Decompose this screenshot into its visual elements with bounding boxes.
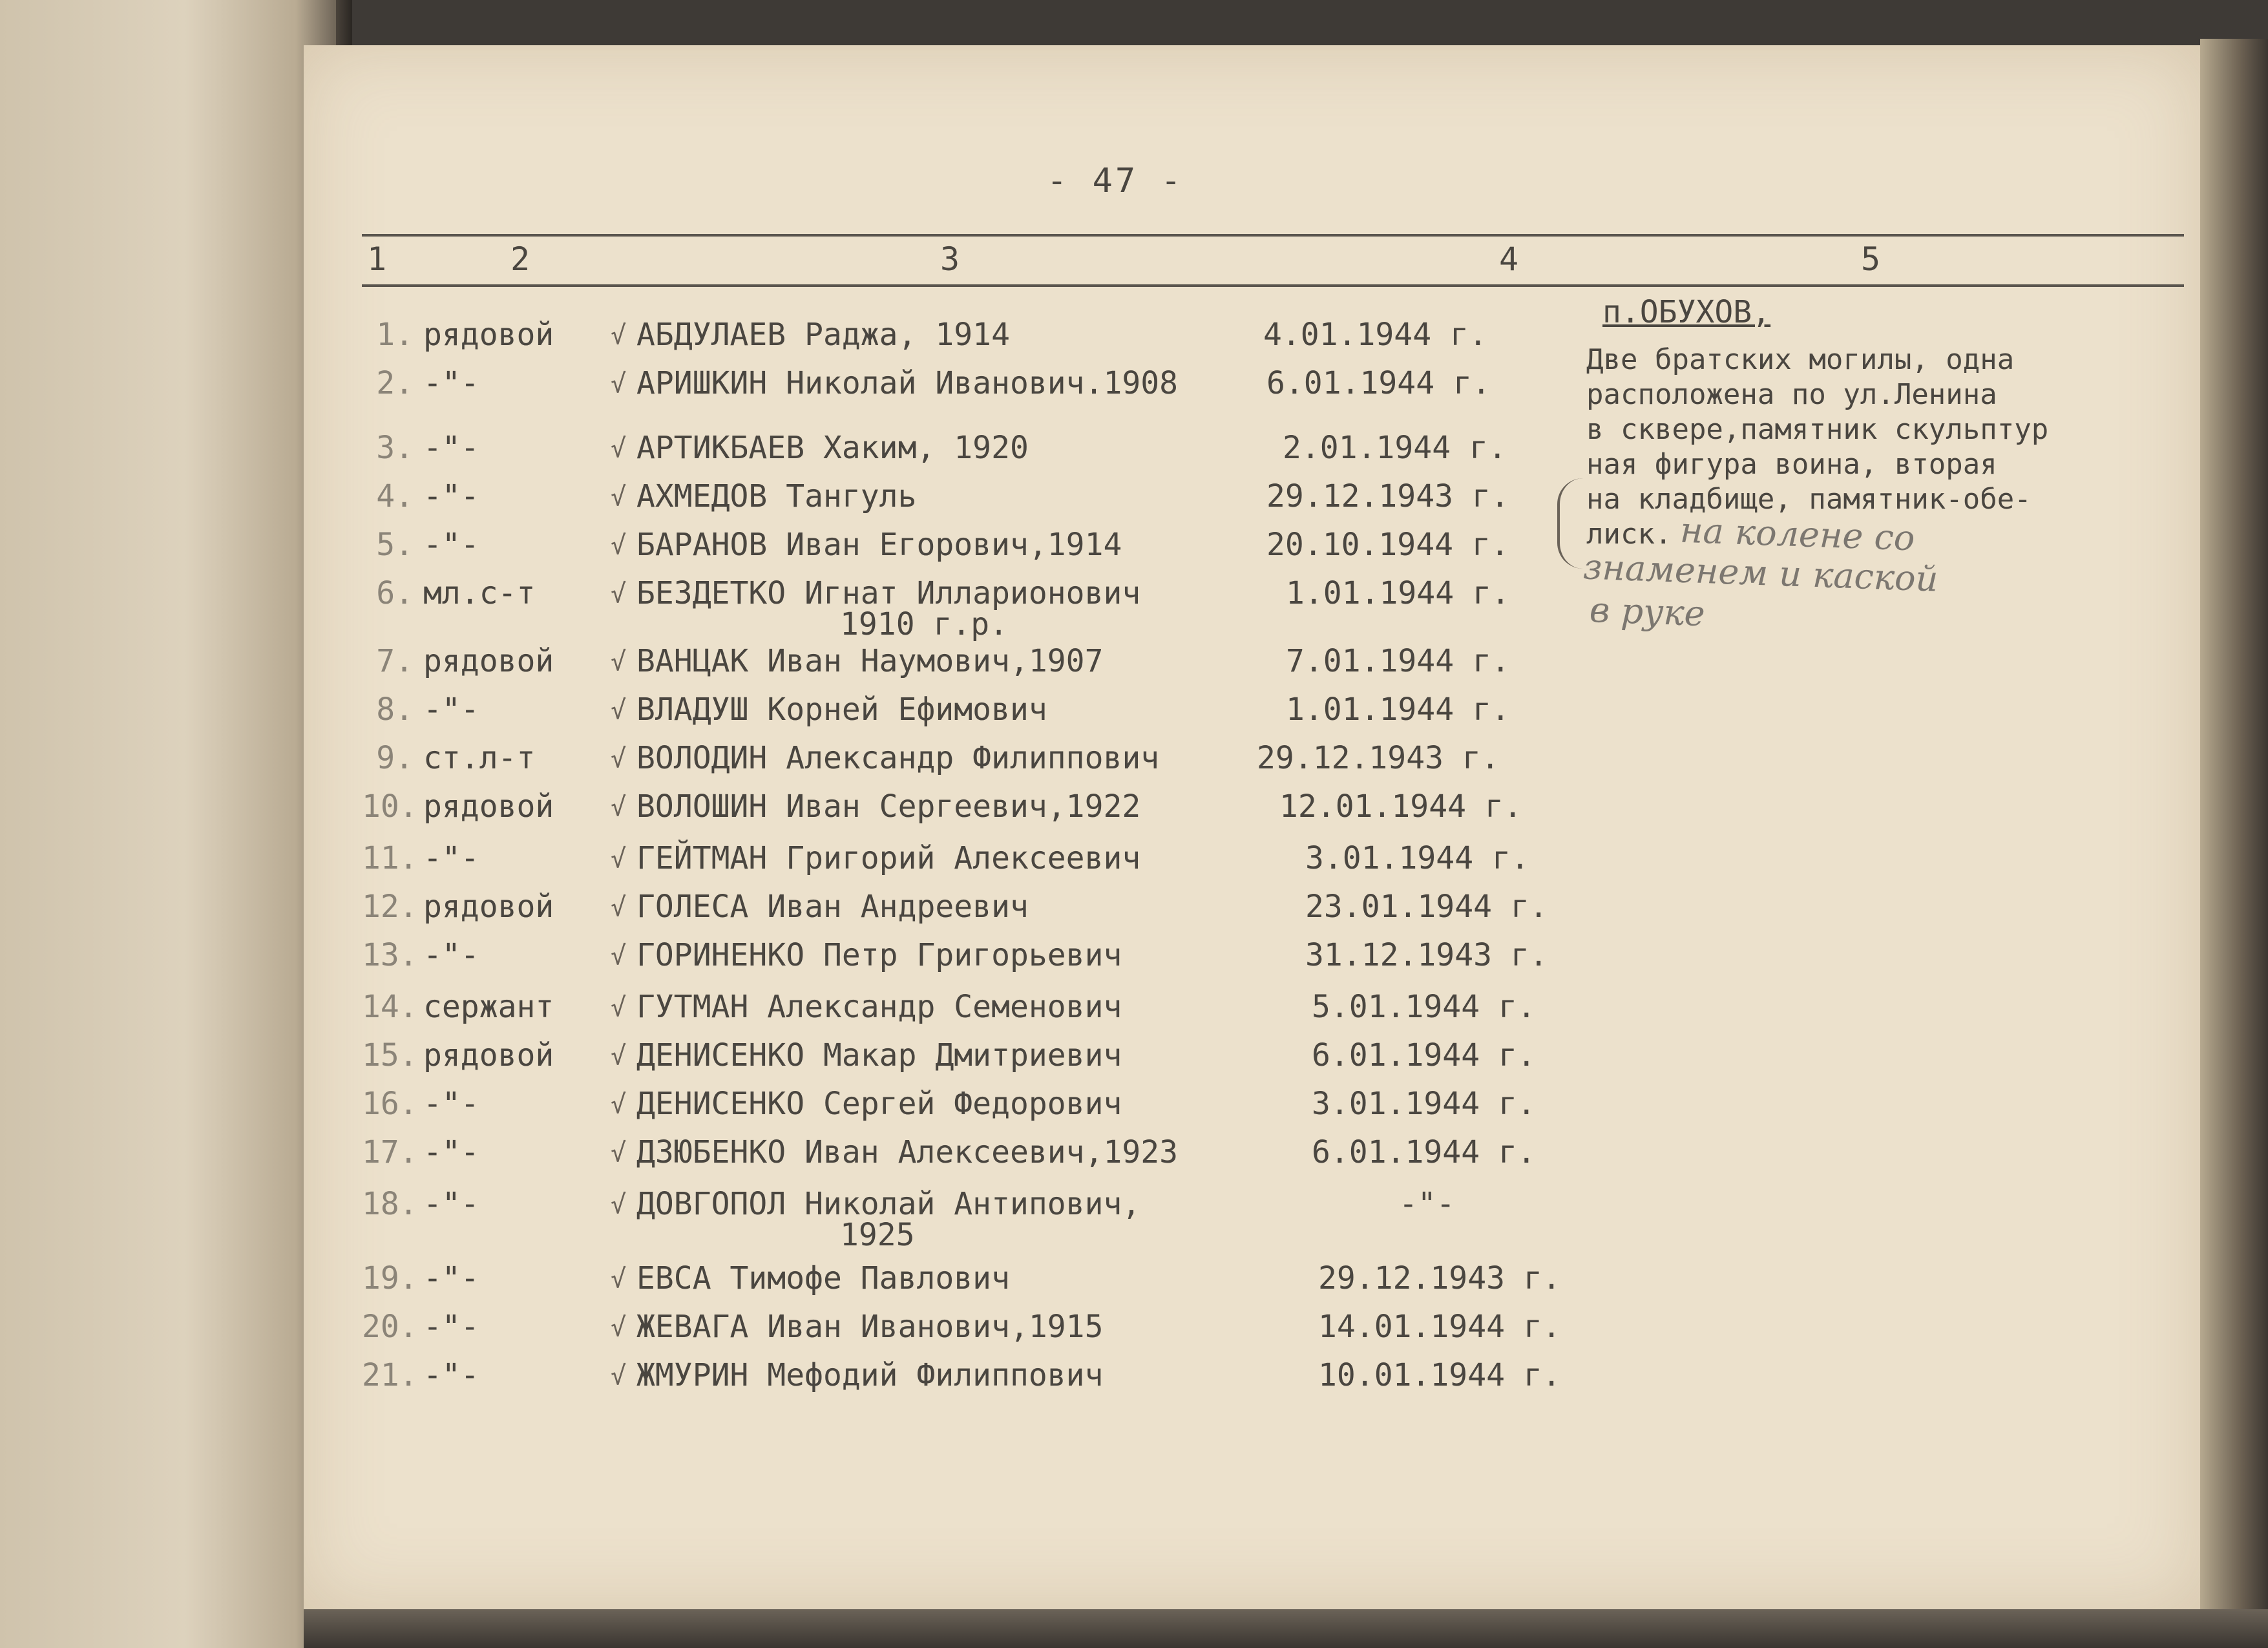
check-mark-icon: √ <box>611 1361 627 1391</box>
rank-cell: -"- <box>423 692 479 728</box>
name-cell: ГУТМАН Александр Семенович <box>636 989 1122 1025</box>
check-mark-icon: √ <box>611 744 627 774</box>
name-cell: ВОЛОШИН Иван Сергеевич,1922 <box>636 788 1141 825</box>
row-number: 3. <box>376 430 414 466</box>
date-cell: 7.01.1944 г. <box>1286 643 1510 679</box>
row-number: 16. <box>362 1086 418 1122</box>
row-number: 14. <box>362 989 418 1025</box>
rank-cell: ст.л-т <box>423 740 536 776</box>
name-cell: ДЗЮБЕНКО Иван Алексеевич,1923 <box>636 1134 1179 1170</box>
row-number: 13. <box>362 937 418 973</box>
rank-cell: -"- <box>423 1309 479 1345</box>
name-cell: АБДУЛАЕВ Раджа, 1914 <box>636 317 1010 353</box>
check-mark-icon: √ <box>611 792 627 822</box>
rank-cell: рядовой <box>423 643 554 679</box>
date-cell: 4.01.1944 г. <box>1263 317 1487 353</box>
row-number: 6. <box>376 575 414 611</box>
rank-cell: -"- <box>423 1134 479 1170</box>
row-number: 17. <box>362 1134 418 1170</box>
check-mark-icon: √ <box>611 993 627 1022</box>
date-cell: 3.01.1944 г. <box>1312 1086 1536 1122</box>
row-number: 21. <box>362 1357 418 1393</box>
date-cell: 2.01.1944 г. <box>1283 430 1507 466</box>
row-number: 4. <box>376 478 414 514</box>
remarks-line: Две братских могилы, одна <box>1586 343 2015 376</box>
rank-cell: -"- <box>423 430 479 466</box>
rank-cell: -"- <box>423 937 479 973</box>
handwritten-note-line: на колене со <box>1679 509 1916 559</box>
rank-cell: рядовой <box>423 889 554 925</box>
book-bottom-edge <box>304 1609 2268 1648</box>
date-cell: 5.01.1944 г. <box>1312 989 1536 1025</box>
date-cell: 29.12.1943 г. <box>1257 740 1500 776</box>
date-cell: 1.01.1944 г. <box>1286 692 1510 728</box>
date-cell: 6.01.1944 г. <box>1312 1037 1536 1073</box>
check-mark-icon: √ <box>611 1090 627 1119</box>
check-mark-icon: √ <box>611 579 627 609</box>
document-page <box>304 45 2200 1609</box>
rank-cell: -"- <box>423 527 479 563</box>
name-cell: ВОЛОДИН Александр Филиппович <box>636 740 1160 776</box>
handwritten-note-line: в руке <box>1588 589 1706 635</box>
remarks-line: ная фигура воина, вторая <box>1586 448 1997 481</box>
date-cell: 14.01.1944 г. <box>1318 1309 1561 1345</box>
name-cell: ДЕНИСЕНКО Макар Дмитриевич <box>636 1037 1122 1073</box>
rank-cell: сержант <box>423 989 554 1025</box>
name-cell: ДЕНИСЕНКО Сергей Федорович <box>636 1086 1122 1122</box>
name-cell: ЖМУРИН Мефодий Филиппович <box>636 1357 1104 1393</box>
check-mark-icon: √ <box>611 1190 627 1220</box>
check-mark-icon: √ <box>611 1313 627 1342</box>
date-cell: 20.10.1944 г. <box>1266 527 1509 563</box>
rank-cell: -"- <box>423 840 479 876</box>
name-cell: БЕЗДЕТКО Игнат Илларионович <box>636 575 1141 611</box>
right-page-edge <box>2200 39 2268 1616</box>
header-rule-top <box>362 234 2184 237</box>
rank-cell: рядовой <box>423 317 554 353</box>
row-number: 8. <box>376 692 414 728</box>
rank-cell: -"- <box>423 365 479 401</box>
date-cell: 6.01.1944 г. <box>1266 365 1491 401</box>
row-number: 15. <box>362 1037 418 1073</box>
check-mark-icon: √ <box>611 1264 627 1294</box>
rank-cell: -"- <box>423 1260 479 1296</box>
name-cell: ГЕЙТМАН Григорий Алексеевич <box>636 840 1141 876</box>
rank-cell: рядовой <box>423 788 554 825</box>
check-mark-icon: √ <box>611 695 627 725</box>
rank-cell: -"- <box>423 1086 479 1122</box>
name-cell: БАРАНОВ Иван Егорович,1914 <box>636 527 1122 563</box>
row-number: 5. <box>376 527 414 563</box>
date-cell: 6.01.1944 г. <box>1312 1134 1536 1170</box>
date-cell: 29.12.1943 г. <box>1318 1260 1561 1296</box>
name-cell: ВЛАДУШ Корней Ефимович <box>636 692 1047 728</box>
check-mark-icon: √ <box>611 844 627 874</box>
name-cell: АХМЕДОВ Тангуль <box>636 478 917 514</box>
check-mark-icon: √ <box>611 531 627 560</box>
date-cell: -"- <box>1399 1186 1455 1222</box>
name-cell: ГОРИНЕНКО Петр Григорьевич <box>636 937 1122 973</box>
check-mark-icon: √ <box>611 1041 627 1071</box>
column-number-1: 1 <box>367 240 387 278</box>
name-cell: ВАНЦАК Иван Наумович,1907 <box>636 643 1104 679</box>
name-cell: ЖЕВАГА Иван Иванович,1915 <box>636 1309 1104 1345</box>
check-mark-icon: √ <box>611 941 627 971</box>
row-number: 10. <box>362 788 418 825</box>
row-number: 7. <box>376 643 414 679</box>
remarks-line: в сквере,памятник скульптур <box>1586 413 2049 446</box>
name-cell-continued: 1925 <box>840 1217 915 1253</box>
check-mark-icon: √ <box>611 369 627 399</box>
check-mark-icon: √ <box>611 1138 627 1168</box>
row-number: 12. <box>362 889 418 925</box>
rank-cell: -"- <box>423 1186 479 1222</box>
remarks-place: п.ОБУХОВ, <box>1602 294 1771 330</box>
rank-cell: мл.с-т <box>423 575 536 611</box>
date-cell: 3.01.1944 г. <box>1305 840 1529 876</box>
left-page-edge <box>0 0 336 1648</box>
date-cell: 31.12.1943 г. <box>1305 937 1548 973</box>
row-number: 18. <box>362 1186 418 1222</box>
column-number-5: 5 <box>1861 240 1881 278</box>
rank-cell: -"- <box>423 1357 479 1393</box>
check-mark-icon: √ <box>611 434 627 463</box>
date-cell: 12.01.1944 г. <box>1279 788 1522 825</box>
name-cell: АРИШКИН Николай Иванович.1908 <box>636 365 1179 401</box>
column-number-3: 3 <box>940 240 960 278</box>
row-number: 9. <box>376 740 414 776</box>
date-cell: 23.01.1944 г. <box>1305 889 1548 925</box>
page-number: - 47 - <box>1047 162 1184 200</box>
column-number-4: 4 <box>1499 240 1519 278</box>
date-cell: 10.01.1944 г. <box>1318 1357 1561 1393</box>
rank-cell: -"- <box>423 478 479 514</box>
remarks-line: на кладбище, памятник-обе- <box>1586 483 2032 516</box>
check-mark-icon: √ <box>611 647 627 677</box>
check-mark-icon: √ <box>611 893 627 922</box>
rank-cell: рядовой <box>423 1037 554 1073</box>
name-cell: ГОЛЕСА Иван Андреевич <box>636 889 1029 925</box>
remarks-line: расположена по ул.Ленина <box>1586 378 1997 411</box>
row-number: 11. <box>362 840 418 876</box>
row-number: 1. <box>376 317 414 353</box>
header-rule-bottom <box>362 284 2184 287</box>
name-cell: АРТИКБАЕВ Хаким, 1920 <box>636 430 1029 466</box>
check-mark-icon: √ <box>611 482 627 512</box>
check-mark-icon: √ <box>611 321 627 350</box>
row-number: 2. <box>376 365 414 401</box>
name-cell: ДОВГОПОЛ Николай Антипович, <box>636 1186 1141 1222</box>
handwritten-bracket <box>1557 478 1586 569</box>
column-number-2: 2 <box>510 240 530 278</box>
row-number: 20. <box>362 1309 418 1345</box>
date-cell: 1.01.1944 г. <box>1286 575 1510 611</box>
handwritten-note-line: знаменем и каской <box>1582 546 1939 600</box>
name-cell: ЕВСА Тимофе Павлович <box>636 1260 1010 1296</box>
date-cell: 29.12.1943 г. <box>1266 478 1509 514</box>
row-number: 19. <box>362 1260 418 1296</box>
remarks-line: лиск. <box>1586 518 1672 551</box>
name-cell-continued: 1910 г.р. <box>840 606 1009 642</box>
